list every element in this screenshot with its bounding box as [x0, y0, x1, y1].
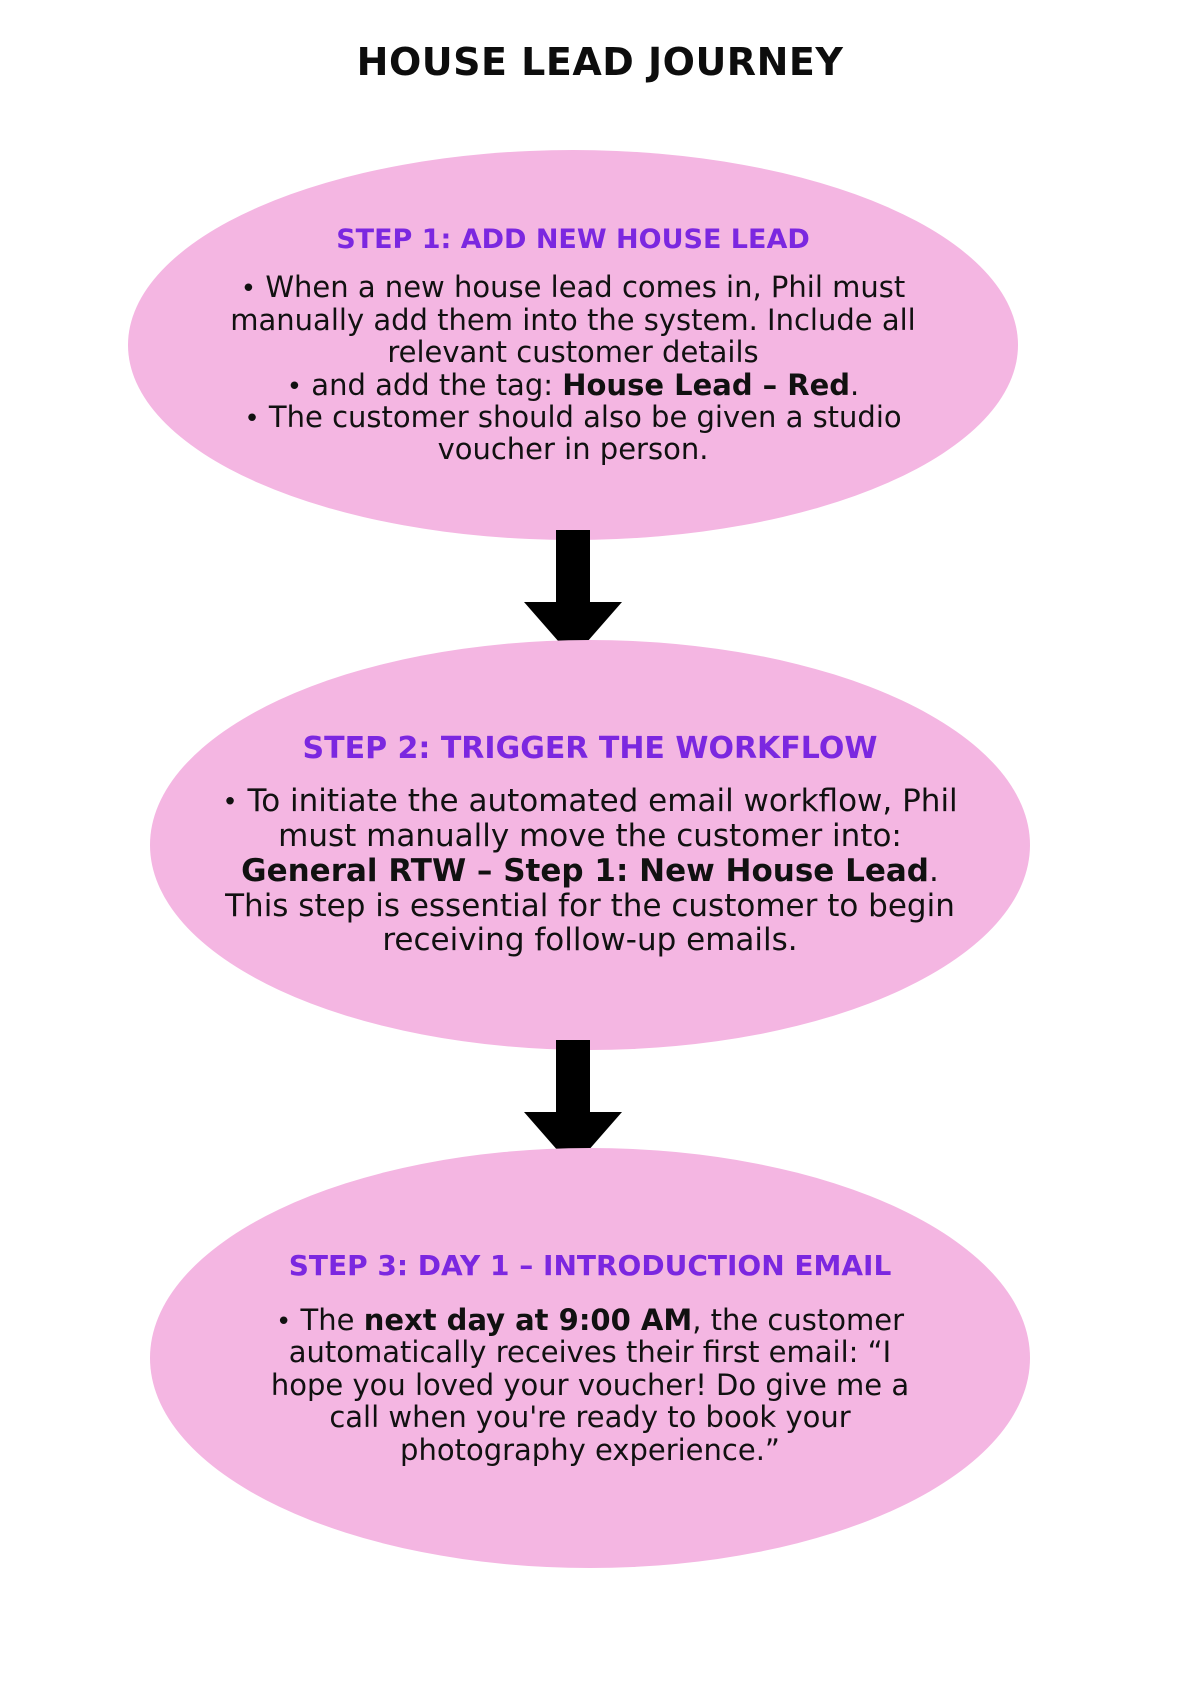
step-3-body — [250, 1304, 930, 1466]
step-1-bullet-3: The customer should also be given a studio voucher in person. — [268, 399, 902, 467]
bullet-icon: • — [222, 787, 238, 818]
step-2-bullet-1: To initiate the automated email workflow, Phil must manually move the customer into: — [247, 783, 958, 855]
step-3-heading: STEP 3: DAY 1 – INTRODUCTION EMAIL — [288, 1248, 892, 1282]
step-2-period: . — [929, 852, 939, 889]
step-node-3 — [150, 1148, 1030, 1568]
step-2-bullet-3: This step is essential for the customer to begin receiving follow-up emails. — [225, 887, 955, 959]
step-2-emphasis: General RTW – Step 1: New House Lead — [241, 852, 929, 889]
step-1-body — [223, 271, 923, 466]
bullet-icon: • — [244, 403, 260, 434]
page-title: HOUSE LEAD JOURNEY — [356, 40, 844, 84]
step-3-emphasis: next day at 9:00 AM — [363, 1302, 693, 1337]
step-1-bullet-1: When a new house lead comes in, Phil must manually add them into the system. Include all relevant customer details — [230, 270, 916, 370]
step-1-emphasis: House Lead – Red — [562, 367, 851, 402]
step-node-1 — [128, 150, 1018, 540]
bullet-icon: • — [275, 1306, 292, 1337]
step-node-2 — [150, 640, 1030, 1050]
step-2-body — [195, 784, 985, 958]
step-1-bullet-2: and add the tag: House Lead – Red. — [311, 367, 860, 402]
step-2-heading: STEP 2: TRIGGER THE WORKFLOW — [302, 730, 878, 766]
bullet-icon: • — [240, 274, 257, 305]
bullet-icon: • — [286, 371, 303, 402]
step-1-heading: STEP 1: ADD NEW HOUSE LEAD — [336, 224, 810, 256]
step-3-bullet-1: The next day at 9:00 AM, the customer automatically receives their first email: “I hope you loved your voucher! Do give me a call when you're ready to book your photography experience.” — [270, 1302, 910, 1467]
